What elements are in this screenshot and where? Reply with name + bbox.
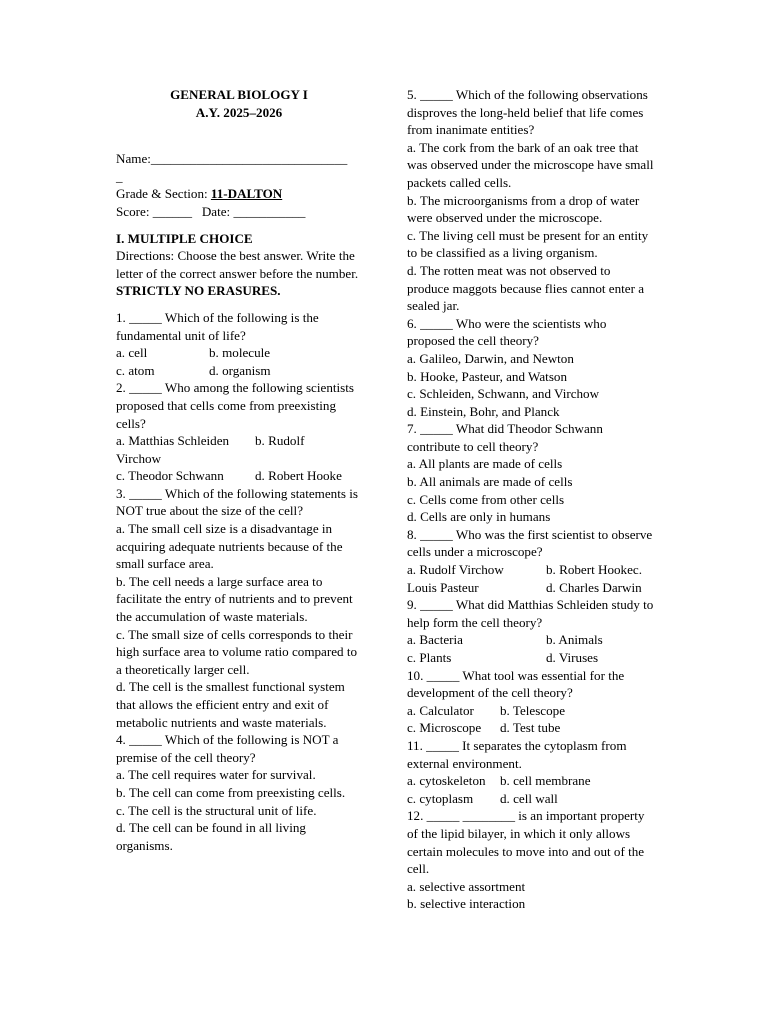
choice-b: b. The microorganisms from a drop of water were observed under the microscope.	[407, 192, 640, 226]
choice-row	[407, 649, 655, 667]
choice-a: a. Bacteria	[407, 632, 463, 648]
question-stem: 3. _____ Which of the following statements is NOT true about the size of the cell?	[116, 485, 358, 519]
question-stem: 8. _____ Who was the first scientist to observe cells under a microscope?	[407, 526, 653, 560]
choice-row	[407, 790, 655, 808]
choice-d: d. Charles Darwin	[546, 579, 642, 595]
choice-c: c. Theodor Schwann	[116, 468, 224, 484]
choice-c: c. cytoplasm	[407, 790, 474, 806]
choice-row	[407, 579, 655, 597]
grade-section-line	[116, 185, 362, 203]
choice-d: d. Einstein, Bohr, and Planck	[407, 403, 560, 419]
choice-row	[116, 432, 362, 450]
choice-b: b. selective interaction	[407, 896, 526, 912]
question-stem: 9. _____ What did Matthias Schleiden study to help form the cell theory?	[407, 597, 654, 630]
question-5	[407, 86, 655, 315]
choice-d: d. organism	[209, 362, 271, 378]
choice-row	[116, 362, 362, 380]
choice-a: a. The cell requires water for survival.	[116, 767, 316, 783]
choice-row	[407, 561, 655, 579]
question-stem: 5. _____ Which of the following observations disproves the long-held belief that life comes from inanimate entities?	[407, 87, 648, 138]
choice-b: b. Rudolf	[255, 433, 305, 449]
choice-c: c. Cells come from other cells	[407, 491, 565, 507]
directions-text: Directions: Choose the best answer. Write the letter of the correct answer before the number.	[116, 248, 359, 281]
question-stem: 7. _____ What did Theodor Schwann contribute to cell theory?	[407, 421, 603, 454]
question-10	[407, 667, 655, 737]
question-4	[116, 731, 362, 854]
name-line: Name:______________________________	[116, 151, 348, 167]
question-3	[116, 485, 362, 731]
choice-a: a. selective assortment	[407, 878, 526, 894]
choice-d: d. Viruses	[546, 650, 599, 665]
choice-d: d. The cell is the smallest functional system that allows the efficient entry and exit of metabolic nutrients and waste materials.	[116, 679, 345, 730]
question-6	[407, 315, 655, 421]
choice-a: a. All plants are made of cells	[407, 456, 563, 472]
choice-c: c. Schleiden, Schwann, and Virchow	[407, 386, 600, 402]
question-stem: 12. _____ ________ is an important property of the lipid bilayer, in which it only allows certain molecules to move into and out of the cell.	[407, 808, 645, 877]
choice-a: a. Calculator	[407, 702, 474, 718]
left-column	[116, 86, 362, 854]
choice-a: a. Matthias Schleiden	[116, 433, 230, 449]
question-2	[116, 379, 362, 485]
choice-d: d. The rotten meat was not observed to produce maggots because flies cannot enter a sealed jar.	[407, 262, 645, 314]
choice-b: b. All animals are made of cells	[407, 474, 573, 490]
choice-row	[407, 719, 655, 737]
choice-d: d. cell wall	[500, 790, 558, 806]
choice-b: b. Hooke, Pasteur, and Watson	[407, 368, 568, 384]
name-line-continuation: _	[116, 168, 123, 184]
choice-b-continuation: Virchow	[116, 450, 162, 466]
question-stem: 6. _____ Who were the scientists who proposed the cell theory?	[407, 315, 607, 349]
grade-section-value: 11-DALTON	[210, 186, 283, 202]
section-heading: I. MULTIPLE CHOICE	[116, 230, 253, 246]
choice-c: c. Microscope	[407, 720, 482, 736]
choice-row	[407, 702, 655, 720]
question-7	[407, 420, 655, 526]
directions-emphasis: STRICTLY NO ERASURES.	[116, 283, 281, 299]
question-stem: 11. _____ It separates the cytoplasm from external environment.	[407, 737, 627, 771]
question-8	[407, 526, 655, 596]
choice-a: a. cytoskeleton	[407, 773, 486, 789]
choice-row	[407, 631, 655, 649]
choice-c: c. The cell is the structural unit of life.	[116, 802, 317, 818]
score-date-line: Score: ______ Date: ___________	[116, 203, 306, 219]
choice-a: a. cell	[116, 345, 148, 361]
choice-d: d. Cells are only in humans	[407, 509, 551, 525]
question-1	[116, 309, 362, 379]
choice-row	[407, 772, 655, 790]
question-stem: 1. _____ Which of the following is the fundamental unit of life?	[116, 309, 319, 343]
grade-section-label: Grade & Section:	[116, 186, 211, 202]
choice-b: b. The cell needs a large surface area to facilitate the entry of nutrients and to prevent the accumulation of waste materials.	[116, 573, 353, 625]
choice-d: d. The cell can be found in all living organisms.	[116, 820, 306, 853]
choice-b: b. Telescope	[500, 702, 566, 718]
choice-c: c. Plants	[407, 650, 452, 665]
choice-d: d. Robert Hooke	[255, 468, 342, 484]
question-12	[407, 807, 655, 913]
choice-c: c. The living cell must be present for an entity to be classified as a living organism.	[407, 227, 649, 261]
choice-a: a. Galileo, Darwin, and Newton	[407, 350, 574, 366]
choice-c: Louis Pasteur	[407, 579, 479, 595]
question-9	[407, 596, 655, 666]
question-11	[407, 737, 655, 807]
choice-a: a. Rudolf Virchow	[407, 562, 504, 578]
choice-b: b. molecule	[209, 345, 271, 361]
choice-b: b. Animals	[546, 632, 603, 648]
choice-b: b. Robert Hookec.	[546, 562, 642, 578]
choice-c: c. atom	[116, 362, 155, 378]
choice-a: a. The cork from the bark of an oak tree that was observed under the microscope have small packets called cells.	[407, 139, 654, 190]
choice-a: a. The small cell size is a disadvantage in acquiring adequate nutrients because of the small surface area.	[116, 521, 343, 572]
choice-row	[116, 467, 362, 485]
choice-c: c. The small size of cells corresponds to their high surface area to volume ratio compared to a theoretically larger cell.	[116, 626, 358, 677]
choice-d: d. Test tube	[500, 720, 561, 736]
question-stem: 10. _____ What tool was essential for the development of the cell theory?	[407, 667, 625, 701]
question-stem: 4. _____ Which of the following is NOT a premise of the cell theory?	[116, 732, 339, 765]
choice-b: b. The cell can come from preexisting cells.	[116, 784, 346, 800]
right-column	[407, 86, 655, 913]
choice-row	[116, 344, 362, 362]
academic-year: A.Y. 2025–2026	[195, 104, 283, 120]
directions	[116, 247, 362, 300]
choice-b: b. cell membrane	[500, 773, 591, 789]
question-stem: 2. _____ Who among the following scientists proposed that cells come from preexisting cells?	[116, 380, 354, 431]
exam-title: GENERAL BIOLOGY I	[170, 87, 308, 102]
